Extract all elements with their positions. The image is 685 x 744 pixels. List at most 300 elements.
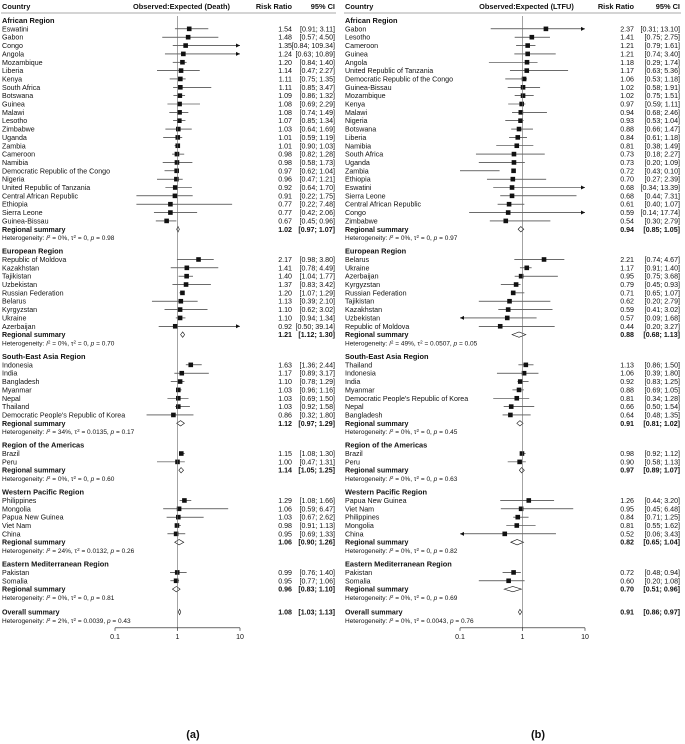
ci-value: [0.34; 13.39] [640, 184, 680, 192]
regional-summary-label: Regional summary [2, 585, 66, 594]
risk-ratio-value: 1.48 [278, 33, 292, 42]
risk-ratio-value: 1.35 [278, 42, 292, 51]
heterogeneity-text: Heterogeneity: $I^2 = 0\%$, $\tau^2 = 0$, p = 0.81 [2, 593, 115, 602]
summary-ci: [0.68; 1.13] [643, 331, 680, 340]
country-label: Uzbekistan [2, 281, 38, 290]
point-estimate [530, 35, 535, 40]
country-label: Malawi [2, 108, 25, 117]
point-estimate [175, 523, 180, 528]
summary-diamond [511, 540, 524, 545]
risk-ratio-value: 1.10 [278, 306, 292, 315]
region-heading: Eastern Mediterranean Region [345, 559, 452, 569]
country-label: Pakistan [2, 568, 30, 577]
ci-value: [0.74; 1.49] [299, 108, 335, 117]
risk-ratio-value: 0.60 [620, 577, 634, 586]
regional-summary-label: Regional summary [2, 225, 66, 234]
ci-arrow-right [236, 44, 240, 48]
country-label: Kazakhstan [345, 306, 383, 315]
risk-ratio-value: 1.03 [278, 394, 292, 403]
country-label: Brazil [345, 450, 363, 459]
risk-ratio-value: 0.71 [620, 289, 634, 298]
country-label: Philippines [2, 496, 37, 505]
point-estimate [506, 578, 511, 583]
regional-summary-label: Regional summary [345, 225, 409, 234]
overall-summary-label: Overall summary [345, 608, 403, 617]
point-estimate [511, 291, 516, 296]
country-label: Liberia [2, 67, 24, 76]
summary-risk-ratio: 0.82 [620, 538, 634, 547]
summary-risk-ratio: 0.88 [620, 331, 634, 340]
country-label: Thailand [2, 403, 30, 412]
risk-ratio-value: 0.95 [620, 505, 634, 514]
risk-ratio-value: 0.98 [278, 522, 292, 531]
country-label: Zimbabwe [345, 217, 378, 226]
point-estimate [176, 515, 181, 520]
country-label: Lesotho [2, 117, 28, 126]
summary-ci: [1.05; 1.25] [298, 466, 335, 475]
point-estimate [525, 43, 530, 48]
ci-value: [1.08; 1.30] [299, 450, 335, 459]
risk-ratio-value: 1.17 [278, 369, 292, 378]
country-label: Azerbaijan [345, 272, 379, 281]
point-estimate [184, 274, 189, 279]
ci-value: [0.45; 0.93] [644, 281, 680, 290]
country-label: Democratic People's Republic of Korea [345, 394, 469, 403]
ci-value: [0.85; 1.34] [299, 117, 335, 126]
ci-arrow-right [581, 186, 585, 190]
summary-diamond [518, 227, 524, 232]
ci-value: [0.48; 1.35] [644, 411, 680, 420]
ci-value: [0.50; 39.14] [295, 322, 335, 331]
ci-value: [0.63; 5.36] [644, 67, 680, 76]
point-estimate [506, 307, 511, 312]
ci-value: [0.71; 1.25] [644, 513, 680, 522]
risk-ratio-value: 1.06 [278, 505, 292, 514]
ci-value: [0.44; 3.20] [644, 496, 680, 505]
point-estimate [514, 523, 519, 528]
point-estimate [180, 60, 185, 65]
regional-summary-label: Regional summary [2, 538, 66, 547]
risk-ratio-value: 0.44 [620, 322, 634, 331]
point-estimate [178, 77, 183, 82]
country-label: Peru [345, 458, 360, 467]
forest-panel-a [1, 2, 336, 741]
x-tick-label: 10 [581, 633, 589, 641]
ci-value: [1.07; 1.29] [299, 289, 335, 298]
risk-ratio-value: 1.02 [620, 92, 634, 101]
ci-value: [0.22; 1.75] [299, 192, 335, 201]
point-estimate [507, 299, 512, 304]
risk-ratio-value: 1.14 [278, 67, 292, 76]
point-estimate [512, 160, 517, 165]
region-heading: Region of the Americas [2, 440, 85, 450]
x-tick-label: 10 [236, 633, 244, 641]
risk-ratio-value: 0.84 [620, 133, 634, 142]
point-estimate [175, 152, 180, 157]
risk-ratio-value: 1.15 [278, 450, 292, 459]
risk-ratio-value: 0.81 [620, 394, 634, 403]
ci-value: [0.74; 4.67] [644, 255, 680, 264]
country-label: Guinea-Bissau [2, 217, 49, 226]
ci-value: [0.62; 3.02] [299, 306, 335, 315]
ci-value: [0.59; 1.11] [645, 100, 680, 109]
point-estimate [507, 202, 512, 207]
risk-ratio-value: 0.97 [278, 167, 292, 176]
risk-ratio-value: 0.91 [278, 192, 292, 201]
point-estimate [179, 451, 184, 456]
country-label: Tajikistan [2, 272, 32, 281]
country-label: Nepal [345, 403, 364, 412]
summary-ci: [0.90; 1.26] [298, 538, 335, 547]
country-label: Russian Federation [345, 289, 407, 298]
point-estimate [518, 118, 523, 123]
ci-value: [0.48; 0.94] [644, 568, 680, 577]
risk-ratio-value: 0.73 [620, 150, 634, 159]
ci-value: [0.57; 4.50] [299, 33, 335, 42]
ci-value: [0.42; 2.06] [299, 209, 335, 218]
heterogeneity-text: Heterogeneity: $I^2 = 0\%$, $\tau^2 = 0.0043$, p = 0.76 [345, 616, 474, 625]
point-estimate [178, 316, 183, 321]
country-label: Namibia [2, 158, 29, 167]
heterogeneity-text: Heterogeneity: $I^2 = 0\%$, $\tau^2 = 0$, p = 0.97 [345, 233, 458, 243]
country-label: Angola [345, 58, 368, 67]
country-label: Uganda [2, 133, 27, 142]
point-estimate [177, 110, 182, 115]
risk-ratio-value: 0.95 [278, 577, 292, 586]
risk-ratio-value: 1.01 [278, 133, 292, 142]
ci-value: [0.39; 1.80] [644, 369, 680, 378]
point-estimate [524, 363, 529, 368]
heterogeneity-text: Heterogeneity: $I^2 = 0\%$, $\tau^2 = 0$, p = 0.45 [345, 427, 458, 437]
ci-value: [0.14; 17.74] [640, 209, 680, 218]
country-label: Zambia [2, 142, 26, 151]
country-label: Somalia [2, 577, 28, 586]
summary-diamond [177, 421, 185, 426]
risk-ratio-value: 0.92 [620, 378, 634, 387]
ci-value: [0.78; 1.29] [299, 378, 335, 387]
ci-value: [0.64; 1.70] [299, 184, 335, 192]
risk-ratio-value: 1.01 [278, 142, 292, 151]
country-label: Mongolia [2, 505, 31, 514]
ci-value: [0.89; 3.17] [299, 369, 335, 378]
summary-ci: [0.89; 1.07] [643, 466, 680, 475]
risk-ratio-value: 0.77 [278, 200, 292, 209]
summary-risk-ratio: 1.21 [278, 331, 292, 340]
risk-ratio-value: 1.03 [278, 125, 292, 134]
regional-summary-label: Regional summary [345, 538, 409, 547]
country-label: Kenya [345, 100, 366, 109]
country-label: Russian Federation [2, 289, 64, 298]
country-label: Ethiopia [345, 175, 371, 184]
country-label: Angola [2, 50, 25, 59]
point-estimate [180, 291, 185, 296]
point-estimate [178, 307, 183, 312]
x-tick-label: 0.1 [110, 633, 120, 641]
point-estimate [509, 404, 514, 409]
country-label: Congo [345, 209, 366, 218]
ci-value: [0.91; 1.13] [299, 522, 335, 531]
country-label: India [2, 369, 18, 378]
heterogeneity-text: Heterogeneity: $I^2 = 0\%$, $\tau^2 = 0$, p = 0.60 [2, 474, 115, 484]
country-label: Ukraine [345, 264, 370, 273]
point-estimate [173, 194, 178, 199]
country-label: Democratic Republic of the Congo [345, 75, 454, 84]
ci-value: [1.04; 1.77] [299, 272, 335, 281]
point-estimate [173, 185, 178, 190]
point-estimate [183, 43, 188, 48]
risk-ratio-value: 2.21 [620, 255, 634, 264]
risk-ratio-value: 2.37 [620, 25, 634, 34]
country-label: Botswana [2, 92, 34, 101]
country-label: Viet Nam [2, 522, 32, 531]
summary-risk-ratio: 0.91 [620, 419, 634, 428]
ci-value: [0.86; 1.50] [644, 361, 680, 370]
country-label: Zambia [345, 167, 369, 176]
ci-value: [0.40; 1.07] [644, 200, 680, 209]
risk-ratio-value: 1.21 [620, 50, 634, 59]
heterogeneity-text: Heterogeneity: $I^2 = 0\%$, $\tau^2 = 0$, p = 0.98 [2, 233, 115, 243]
country-label: Brazil [2, 450, 20, 459]
ci-value: [0.58; 1.73] [299, 158, 335, 167]
ci-value: [0.84; 1.40] [299, 58, 335, 67]
risk-ratio-value: 1.54 [278, 25, 292, 34]
point-estimate [179, 371, 184, 376]
country-label: Malawi [345, 108, 368, 117]
country-label: Liberia [345, 133, 367, 142]
risk-ratio-value: 0.99 [278, 568, 292, 577]
risk-ratio-value: 0.77 [278, 209, 292, 218]
risk-ratio-value: 0.68 [620, 184, 634, 192]
ci-value: [0.92; 1.58] [299, 403, 335, 412]
risk-ratio-value: 0.98 [278, 158, 292, 167]
column-header-measure: Observed:Expected (LTFU) [479, 2, 574, 11]
country-label: Somalia [345, 577, 371, 586]
ci-value: [0.85; 3.47] [299, 83, 335, 92]
ci-value: [0.59; 6.47] [299, 505, 335, 514]
summary-diamond [504, 586, 521, 591]
point-estimate [173, 324, 178, 329]
ci-value: [1.08; 1.66] [299, 496, 335, 505]
ci-value: [0.43; 0.10] [644, 167, 680, 176]
country-label: Guinea-Bissau [345, 83, 392, 92]
summary-ci: [0.65; 1.04] [643, 538, 680, 547]
risk-ratio-value: 2.17 [278, 255, 292, 264]
point-estimate [175, 160, 180, 165]
country-label: Democratic Republic of the Congo [2, 167, 111, 176]
risk-ratio-value: 1.00 [278, 458, 292, 467]
summary-risk-ratio: 0.97 [620, 466, 634, 475]
heterogeneity-text: Heterogeneity: $I^2 = 0\%$, $\tau^2 = 0$, p = 0.63 [345, 474, 458, 484]
ci-value: [0.18; 2.27] [644, 150, 680, 159]
ci-value: [0.63; 10.89] [295, 50, 335, 59]
country-label: Kenya [2, 75, 23, 84]
country-label: Central African Republic [345, 200, 422, 209]
region-heading: Western Pacific Region [345, 487, 428, 497]
ci-value: [0.20; 2.79] [644, 297, 680, 306]
point-estimate [174, 169, 179, 174]
risk-ratio-value: 0.70 [620, 175, 634, 184]
point-estimate [182, 498, 187, 503]
summary-ci: [0.81; 1.02] [643, 419, 680, 428]
risk-ratio-value: 0.97 [620, 100, 634, 109]
summary-diamond [512, 332, 526, 337]
risk-ratio-value: 1.09 [278, 92, 292, 101]
region-heading: European Region [345, 246, 407, 256]
summary-ci: [0.86; 0.97] [643, 608, 680, 617]
point-estimate [178, 85, 183, 90]
ci-value: [0.69; 1.05] [644, 386, 680, 395]
risk-ratio-value: 0.72 [620, 568, 634, 577]
ci-value: [0.29; 1.74] [644, 58, 680, 67]
summary-risk-ratio: 0.94 [620, 225, 634, 234]
ci-value: [0.75; 3.68] [644, 272, 680, 281]
country-label: Philippines [345, 513, 380, 522]
heterogeneity-text: Heterogeneity: $I^2 = 49\%$, $\tau^2 = 0.0507$, p = 0.05 [345, 338, 478, 348]
country-label: Belarus [345, 255, 370, 264]
risk-ratio-value: 1.11 [278, 83, 292, 92]
country-label: Uzbekistan [345, 314, 381, 323]
risk-ratio-value: 1.20 [278, 58, 292, 67]
ci-value: [0.50; 1.54] [644, 403, 680, 412]
x-tick-label: 1 [520, 633, 525, 641]
overall-summary-label: Overall summary [2, 608, 60, 617]
country-label: Cameroon [345, 42, 379, 51]
country-label: Bangladesh [345, 411, 383, 420]
point-estimate [514, 282, 519, 287]
country-label: Mozambique [2, 58, 43, 67]
ci-value: [0.22; 7.48] [299, 200, 335, 209]
point-estimate [510, 185, 515, 190]
region-heading: South-East Asia Region [345, 352, 429, 362]
risk-ratio-value: 0.88 [620, 386, 634, 395]
column-header-risk-ratio: Risk Ratio [597, 2, 634, 11]
risk-ratio-value: 1.03 [278, 513, 292, 522]
risk-ratio-value: 1.10 [278, 314, 292, 323]
point-estimate [503, 219, 508, 224]
summary-ci: [0.85; 1.05] [643, 225, 680, 234]
ci-arrow-right [236, 324, 240, 328]
point-estimate [186, 35, 191, 40]
summary-diamond [177, 227, 180, 232]
risk-ratio-value: 0.59 [620, 306, 634, 315]
point-estimate [176, 127, 181, 132]
risk-ratio-value: 0.95 [278, 530, 292, 539]
ci-value: [0.75; 2.75] [644, 33, 680, 42]
country-label: Republic of Moldova [2, 255, 67, 264]
country-label: Bangladesh [2, 378, 40, 387]
ci-value: [0.62; 1.04] [299, 167, 335, 176]
ci-value: [0.90; 1.03] [299, 142, 335, 151]
column-header-country: Country [2, 2, 31, 11]
ci-value: [0.69; 2.29] [299, 100, 335, 109]
risk-ratio-value: 0.57 [620, 314, 634, 323]
regional-summary-label: Regional summary [345, 466, 409, 475]
regional-summary-label: Regional summary [2, 466, 66, 475]
ci-value: [0.74; 3.40] [644, 50, 680, 59]
risk-ratio-value: 1.18 [620, 58, 634, 67]
ci-value: [0.83; 3.42] [299, 281, 335, 290]
risk-ratio-value: 1.10 [278, 378, 292, 387]
ci-value: [0.94; 1.34] [299, 314, 335, 323]
ci-value: [0.58; 1.91] [644, 83, 680, 92]
risk-ratio-value: 0.54 [620, 217, 634, 226]
summary-diamond [179, 468, 184, 473]
country-label: Sierra Leone [345, 192, 386, 201]
point-estimate [506, 210, 511, 215]
point-estimate [512, 152, 517, 157]
ci-value: [0.59; 1.19] [299, 133, 335, 142]
ci-arrow-right [581, 27, 585, 31]
risk-ratio-value: 1.03 [278, 403, 292, 412]
point-estimate [177, 102, 182, 107]
country-label: Eswatini [345, 184, 372, 192]
ci-value: [0.77; 1.06] [299, 577, 335, 586]
column-header-ci: 95% CI [310, 2, 335, 11]
point-estimate [511, 570, 516, 575]
ci-value: [0.53; 1.04] [644, 117, 680, 126]
summary-diamond [181, 332, 185, 337]
country-label: United Republic of Tanzania [345, 67, 434, 76]
point-estimate [526, 498, 531, 503]
point-estimate [525, 60, 530, 65]
ci-value: [0.20; 1.09] [644, 158, 680, 167]
ci-value: [0.27; 2.39] [644, 175, 680, 184]
point-estimate [511, 169, 516, 174]
risk-ratio-value: 0.73 [620, 158, 634, 167]
region-heading: African Region [2, 16, 55, 25]
risk-ratio-value: 1.08 [278, 100, 292, 109]
risk-ratio-value: 1.37 [278, 281, 292, 290]
country-label: Ukraine [2, 314, 27, 323]
risk-ratio-value: 1.06 [620, 75, 634, 84]
region-heading: European Region [2, 246, 64, 256]
country-label: Nepal [2, 394, 21, 403]
country-label: Cameroon [2, 150, 36, 159]
regional-summary-label: Regional summary [2, 419, 66, 428]
ci-value: [0.41; 3.02] [644, 306, 680, 315]
risk-ratio-value: 1.02 [620, 83, 634, 92]
country-label: Papua New Guinea [2, 513, 64, 522]
point-estimate [518, 379, 523, 384]
point-estimate [498, 324, 503, 329]
regional-summary-label: Regional summary [2, 331, 66, 340]
ci-value: [0.69; 1.50] [299, 394, 335, 403]
heterogeneity-text: Heterogeneity: $I^2 = 0\%$, $\tau^2 = 0$, p = 0.82 [345, 546, 458, 556]
forest-panel-b [344, 2, 681, 741]
point-estimate [510, 194, 515, 199]
region-heading: Region of the Americas [345, 440, 428, 450]
regional-summary-label: Regional summary [345, 331, 409, 340]
regional-summary-label: Regional summary [345, 419, 409, 428]
risk-ratio-value: 1.13 [620, 361, 634, 370]
summary-risk-ratio: 1.08 [278, 608, 292, 617]
heterogeneity-text: Heterogeneity: $I^2 = 0\%$, $\tau^2 = 0$, p = 0.70 [2, 338, 115, 348]
point-estimate [521, 85, 526, 90]
summary-risk-ratio: 0.91 [620, 608, 634, 617]
column-header-ci: 95% CI [655, 2, 680, 11]
country-label: Botswana [345, 125, 377, 134]
panel-label: (b) [530, 729, 546, 741]
ci-value: [0.47; 1.21] [299, 175, 335, 184]
ci-arrow-left [460, 532, 464, 536]
point-estimate [511, 177, 516, 182]
column-header-measure: Observed:Expected (Death) [133, 2, 230, 11]
risk-ratio-value: 1.24 [278, 50, 292, 59]
risk-ratio-value: 0.66 [620, 403, 634, 412]
country-label: China [2, 530, 21, 539]
country-label: Myanmar [2, 386, 32, 395]
ci-value: [0.45; 0.96] [299, 217, 335, 226]
